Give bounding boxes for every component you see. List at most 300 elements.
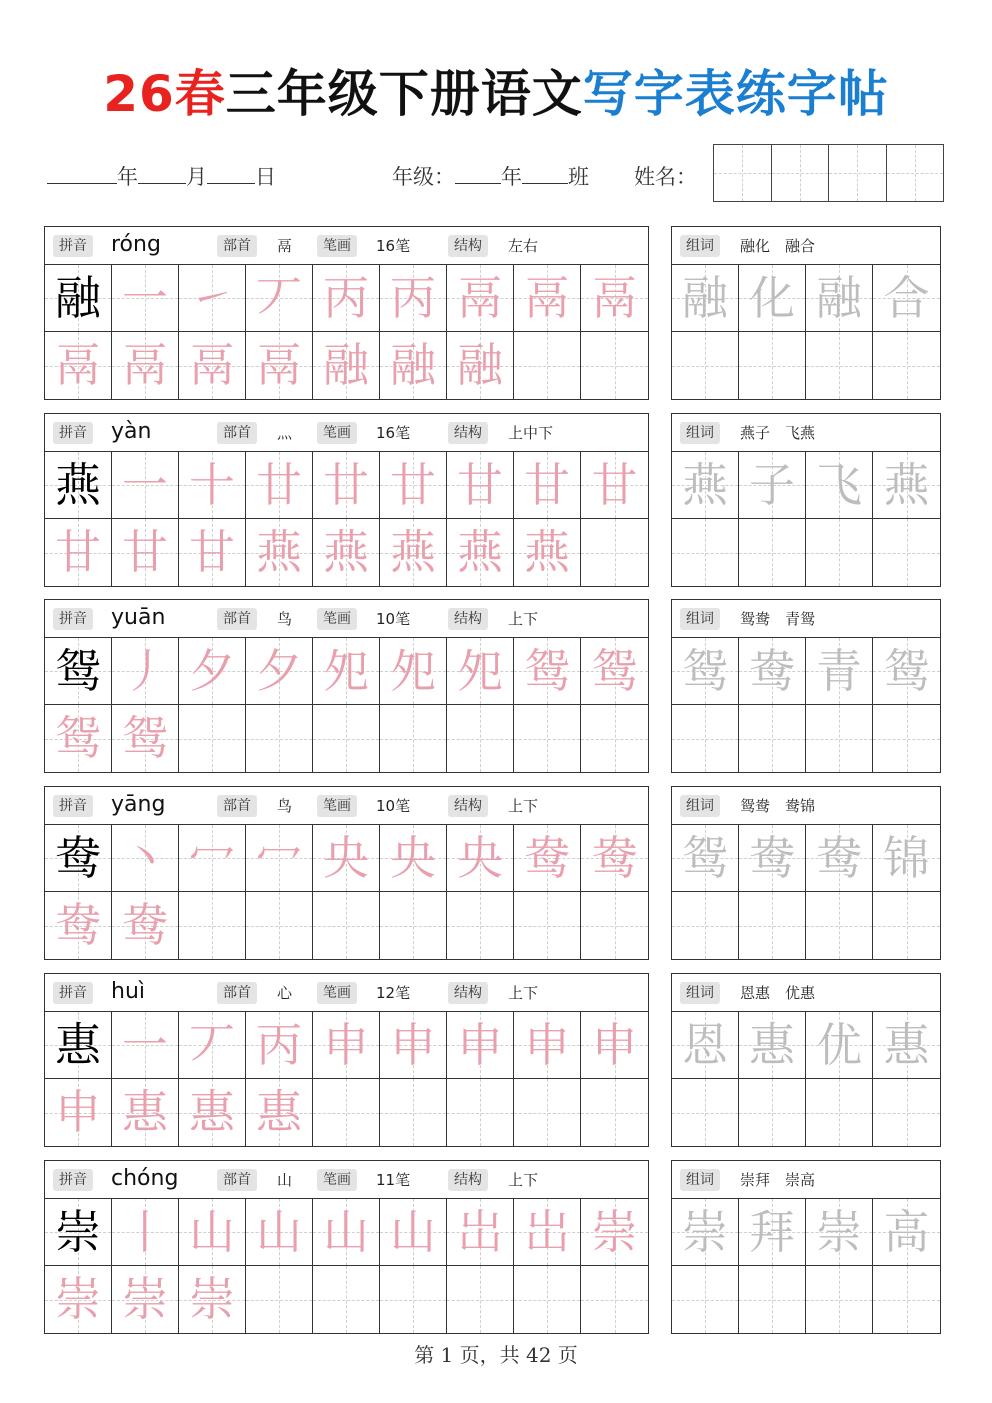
pinyin-value: róng — [111, 232, 161, 257]
practice-cell[interactable] — [246, 519, 313, 586]
stroke-order-step: 崇 — [55, 1272, 101, 1326]
practice-cell[interactable] — [112, 452, 179, 519]
word-cell[interactable] — [806, 825, 873, 892]
practice-cell[interactable] — [246, 332, 313, 399]
practice-cell[interactable] — [514, 519, 581, 586]
words-value: 鸳鸯 鸯锦 — [740, 797, 816, 815]
practice-cell[interactable] — [246, 452, 313, 519]
practice-cell[interactable] — [514, 1012, 581, 1079]
practice-cell[interactable] — [380, 705, 447, 772]
practice-cell[interactable] — [45, 519, 112, 586]
practice-cell[interactable] — [581, 265, 648, 332]
practice-cell[interactable] — [447, 332, 514, 399]
word-cell[interactable] — [806, 892, 873, 959]
practice-cell[interactable] — [380, 825, 447, 892]
practice-cell[interactable] — [581, 452, 648, 519]
practice-cell[interactable] — [514, 705, 581, 772]
practice-cell[interactable] — [179, 638, 246, 705]
pinyin-value: yuān — [111, 605, 166, 630]
stroke-order-step: 惠 — [122, 1085, 168, 1139]
practice-cell[interactable] — [447, 892, 514, 959]
strokes-value: 10笔 — [376, 797, 411, 815]
practice-cell[interactable] — [112, 705, 179, 772]
strokes-value: 16笔 — [376, 237, 411, 255]
word-cell[interactable] — [672, 1266, 739, 1333]
practice-cell[interactable] — [380, 519, 447, 586]
word-cell[interactable] — [873, 705, 940, 772]
word-grid — [672, 265, 940, 399]
practice-cell[interactable] — [514, 265, 581, 332]
word-cell[interactable] — [739, 1199, 806, 1266]
word-cell[interactable] — [806, 1079, 873, 1146]
name-grid[interactable] — [713, 144, 944, 202]
stroke-order-step: 申 — [55, 1085, 101, 1139]
practice-cell[interactable] — [447, 1199, 514, 1266]
word-cell[interactable] — [873, 332, 940, 399]
char-practice-block — [44, 786, 649, 960]
word-cell[interactable] — [739, 825, 806, 892]
stroke-order-step: 鸯 — [55, 898, 101, 952]
practice-cell[interactable] — [112, 825, 179, 892]
char-practice-block — [44, 599, 649, 773]
stroke-order-step: 申 — [457, 1018, 503, 1072]
stroke-order-step: 廿 — [256, 458, 302, 512]
practice-cell[interactable] — [380, 332, 447, 399]
stroke-order-step: 鸳 — [122, 711, 168, 765]
stroke-order-step: 冖 — [189, 831, 235, 885]
word-trace-char: 子 — [749, 458, 795, 512]
word-cell[interactable] — [873, 638, 940, 705]
structure-tag: 结构 — [448, 1169, 488, 1191]
practice-cell[interactable] — [447, 1012, 514, 1079]
practice-cell[interactable] — [112, 1266, 179, 1333]
pinyin-value: huì — [111, 979, 145, 1004]
practice-grid — [45, 265, 648, 399]
radical-tag: 部首 — [217, 795, 257, 817]
stroke-order-step: 甘 — [591, 458, 638, 512]
practice-cell[interactable] — [447, 452, 514, 519]
practice-cell[interactable] — [581, 705, 648, 772]
word-trace-char: 惠 — [883, 1018, 930, 1072]
practice-cell[interactable] — [313, 705, 380, 772]
practice-cell[interactable] — [313, 452, 380, 519]
structure-value: 左右 — [508, 237, 539, 255]
words-header — [672, 1161, 940, 1199]
practice-cell[interactable] — [112, 1199, 179, 1266]
practice-cell[interactable] — [45, 825, 112, 892]
words-header — [672, 227, 940, 265]
practice-cell[interactable] — [380, 1012, 447, 1079]
date-year-blank[interactable] — [47, 160, 117, 184]
word-cell[interactable] — [672, 452, 739, 519]
stroke-order-step: 鸯 — [524, 831, 570, 885]
practice-cell[interactable] — [112, 265, 179, 332]
word-trace-char: 化 — [749, 271, 795, 325]
practice-cell[interactable] — [514, 638, 581, 705]
practice-cell[interactable] — [313, 265, 380, 332]
practice-cell[interactable] — [313, 825, 380, 892]
practice-cell[interactable] — [246, 1012, 313, 1079]
word-cell[interactable] — [672, 519, 739, 586]
practice-cell[interactable] — [313, 892, 380, 959]
stroke-order-step: 甘 — [122, 525, 168, 579]
stroke-order-step: 丆 — [189, 1018, 235, 1072]
char-practice-block — [44, 226, 649, 400]
practice-cell[interactable] — [581, 1079, 648, 1146]
practice-cell[interactable] — [313, 1266, 380, 1333]
practice-cell[interactable] — [45, 332, 112, 399]
name-cell[interactable] — [772, 145, 830, 201]
model-char: 惠 — [55, 1018, 101, 1072]
word-cell[interactable] — [739, 519, 806, 586]
practice-cell[interactable] — [447, 1079, 514, 1146]
model-char: 鸳 — [55, 644, 101, 698]
stroke-order-step: 山 — [323, 1205, 369, 1259]
practice-cell[interactable] — [380, 1079, 447, 1146]
radical-value: 灬 — [277, 424, 293, 442]
word-cell[interactable] — [739, 332, 806, 399]
pinyin-tag: 拼音 — [53, 422, 93, 444]
stroke-order-step: 鸳 — [524, 644, 570, 698]
practice-cell[interactable] — [179, 1199, 246, 1266]
practice-cell[interactable] — [246, 1199, 313, 1266]
date-day-blank[interactable] — [207, 160, 255, 184]
practice-cell[interactable] — [447, 1266, 514, 1333]
word-cell[interactable] — [672, 1079, 739, 1146]
word-cell[interactable] — [806, 1199, 873, 1266]
strokes-value: 11笔 — [376, 1171, 411, 1189]
stroke-order-step: 十 — [189, 458, 235, 512]
char-info-header — [45, 227, 648, 265]
strokes-value: 16笔 — [376, 424, 411, 442]
stroke-order-step: 一 — [122, 458, 168, 512]
practice-cell[interactable] — [581, 1012, 648, 1079]
word-trace-char: 拜 — [749, 1205, 795, 1259]
word-grid — [672, 1199, 940, 1333]
practice-cell[interactable] — [179, 1012, 246, 1079]
practice-cell[interactable] — [45, 638, 112, 705]
radical-value: 鬲 — [277, 237, 293, 255]
stroke-order-step: 申 — [591, 1018, 638, 1072]
date-fields: 年 月 日 — [47, 160, 276, 194]
word-cell[interactable] — [873, 1012, 940, 1079]
practice-grid — [45, 452, 648, 586]
structure-value: 上中下 — [508, 424, 554, 442]
pinyin-tag: 拼音 — [53, 1169, 93, 1191]
practice-cell[interactable] — [581, 638, 648, 705]
words-header — [672, 414, 940, 452]
practice-cell[interactable] — [581, 1199, 648, 1266]
practice-cell[interactable] — [45, 452, 112, 519]
word-cell[interactable] — [806, 638, 873, 705]
practice-cell[interactable] — [313, 519, 380, 586]
word-cell[interactable] — [672, 705, 739, 772]
word-cell[interactable] — [806, 332, 873, 399]
word-trace-char: 崇 — [816, 1205, 862, 1259]
model-char: 燕 — [55, 458, 101, 512]
word-cell[interactable] — [739, 892, 806, 959]
structure-value: 上下 — [508, 1171, 539, 1189]
stroke-order-step: 廿 — [323, 458, 369, 512]
practice-cell[interactable] — [380, 892, 447, 959]
name-label: 姓名： — [634, 165, 697, 189]
practice-cell[interactable] — [581, 519, 648, 586]
structure-tag: 结构 — [448, 982, 488, 1004]
title-type: 写字表练字帖 — [582, 65, 889, 123]
word-cell[interactable] — [873, 265, 940, 332]
practice-cell[interactable] — [581, 825, 648, 892]
radical-tag: 部首 — [217, 982, 257, 1004]
word-cell[interactable] — [739, 452, 806, 519]
practice-cell[interactable] — [45, 265, 112, 332]
practice-cell[interactable] — [112, 332, 179, 399]
practice-grid — [45, 825, 648, 959]
word-cell[interactable] — [873, 1199, 940, 1266]
practice-cell[interactable] — [514, 452, 581, 519]
word-trace-char: 鸯 — [749, 644, 795, 698]
practice-cell[interactable] — [179, 1079, 246, 1146]
stroke-order-step: 夗 — [390, 644, 436, 698]
practice-cell[interactable] — [447, 705, 514, 772]
structure-value: 上下 — [508, 797, 539, 815]
stroke-order-step: 一 — [122, 271, 168, 325]
practice-cell[interactable] — [246, 825, 313, 892]
stroke-order-step: 山 — [390, 1205, 436, 1259]
words-header — [672, 600, 940, 638]
word-cell[interactable] — [739, 1266, 806, 1333]
radical-value: 山 — [277, 1171, 293, 1189]
word-cell[interactable] — [806, 519, 873, 586]
word-cell[interactable] — [806, 1012, 873, 1079]
word-cell[interactable] — [873, 825, 940, 892]
words-tag: 组词 — [680, 235, 720, 257]
word-cell[interactable] — [739, 638, 806, 705]
pinyin-value: yàn — [111, 419, 152, 444]
char-practice-block — [44, 1160, 649, 1334]
word-cell[interactable] — [873, 519, 940, 586]
word-trace-char: 优 — [816, 1018, 862, 1072]
pinyin-tag: 拼音 — [53, 235, 93, 257]
stroke-order-step: 甘 — [524, 458, 570, 512]
practice-cell[interactable] — [313, 1012, 380, 1079]
word-trace-char: 融 — [816, 271, 862, 325]
practice-cell[interactable] — [514, 332, 581, 399]
practice-cell[interactable] — [313, 1079, 380, 1146]
word-cell[interactable] — [806, 705, 873, 772]
name-cell[interactable] — [887, 145, 944, 201]
word-trace-char: 青 — [816, 644, 862, 698]
word-trace-char: 惠 — [749, 1018, 795, 1072]
word-cell[interactable] — [873, 1079, 940, 1146]
practice-cell[interactable] — [313, 638, 380, 705]
name-cell[interactable] — [829, 145, 887, 201]
practice-cell[interactable] — [313, 332, 380, 399]
pinyin-value: yāng — [111, 792, 166, 817]
practice-cell[interactable] — [380, 1199, 447, 1266]
char-info-header — [45, 974, 648, 1012]
stroke-order-step: 丙 — [323, 271, 369, 325]
practice-cell[interactable] — [447, 265, 514, 332]
words-value: 融化 融合 — [740, 237, 816, 255]
date-month-blank[interactable] — [138, 160, 186, 184]
stroke-order-step: 鬲 — [524, 271, 570, 325]
char-info-header — [45, 600, 648, 638]
char-info-header — [45, 787, 648, 825]
word-cell[interactable] — [806, 265, 873, 332]
practice-cell[interactable] — [380, 638, 447, 705]
model-char: 崇 — [55, 1205, 101, 1259]
practice-cell[interactable] — [179, 705, 246, 772]
stroke-order-step: 燕 — [457, 525, 503, 579]
word-grid — [672, 825, 940, 959]
stroke-order-step: 鬲 — [55, 338, 101, 392]
practice-cell[interactable] — [45, 705, 112, 772]
word-cell[interactable] — [873, 1266, 940, 1333]
stroke-order-step: 惠 — [256, 1085, 302, 1139]
practice-cell[interactable] — [112, 892, 179, 959]
structure-tag: 结构 — [448, 608, 488, 630]
practice-cell[interactable] — [514, 1266, 581, 1333]
practice-cell[interactable] — [514, 1079, 581, 1146]
practice-cell[interactable] — [313, 1199, 380, 1266]
practice-cell[interactable] — [179, 1266, 246, 1333]
words-header — [672, 787, 940, 825]
word-cell[interactable] — [739, 705, 806, 772]
stroke-order-step: 甘 — [55, 525, 101, 579]
radical-value: 鸟 — [277, 610, 293, 628]
stroke-order-step: 鬲 — [122, 338, 168, 392]
word-practice-block — [671, 599, 941, 773]
practice-cell[interactable] — [380, 452, 447, 519]
name-cell[interactable] — [714, 145, 772, 201]
practice-cell[interactable] — [581, 332, 648, 399]
practice-cell[interactable] — [112, 1079, 179, 1146]
practice-cell[interactable] — [581, 1266, 648, 1333]
practice-cell[interactable] — [112, 638, 179, 705]
practice-cell[interactable] — [179, 892, 246, 959]
practice-cell[interactable] — [45, 1266, 112, 1333]
strokes-tag: 笔画 — [317, 235, 357, 257]
word-practice-block — [671, 786, 941, 960]
stroke-order-step: 山 — [189, 1205, 235, 1259]
stroke-order-step: 燕 — [390, 525, 436, 579]
word-cell[interactable] — [672, 892, 739, 959]
stroke-order-step: 鬲 — [256, 338, 302, 392]
word-practice-block — [671, 226, 941, 400]
word-cell[interactable] — [672, 638, 739, 705]
word-grid — [672, 1012, 940, 1146]
practice-cell[interactable] — [447, 825, 514, 892]
practice-cell[interactable] — [45, 1199, 112, 1266]
word-cell[interactable] — [739, 1012, 806, 1079]
words-value: 鸳鸯 青鸳 — [740, 610, 816, 628]
word-trace-char: 鸯 — [749, 831, 795, 885]
stroke-order-step: 鬲 — [189, 338, 235, 392]
stroke-order-step: 夕 — [189, 644, 235, 698]
word-cell[interactable] — [672, 825, 739, 892]
title-year: 26春 — [103, 65, 226, 123]
word-cell[interactable] — [873, 452, 940, 519]
stroke-order-step: 鬲 — [591, 271, 638, 325]
stroke-order-step: 山 — [256, 1205, 302, 1259]
words-tag: 组词 — [680, 795, 720, 817]
word-cell[interactable] — [739, 265, 806, 332]
practice-cell[interactable] — [179, 265, 246, 332]
practice-cell[interactable] — [45, 1079, 112, 1146]
practice-cell[interactable] — [514, 1199, 581, 1266]
stroke-order-step: 申 — [524, 1018, 570, 1072]
practice-cell[interactable] — [246, 1266, 313, 1333]
word-cell[interactable] — [739, 1079, 806, 1146]
word-cell[interactable] — [806, 1266, 873, 1333]
word-cell[interactable] — [672, 1012, 739, 1079]
stroke-order-step: 丙 — [256, 1018, 302, 1072]
practice-cell[interactable] — [447, 519, 514, 586]
practice-cell[interactable] — [380, 265, 447, 332]
stroke-order-step: 丨 — [122, 1205, 168, 1259]
word-cell[interactable] — [873, 892, 940, 959]
word-cell[interactable] — [806, 452, 873, 519]
grade-class-blank[interactable] — [522, 160, 568, 184]
practice-cell[interactable] — [246, 1079, 313, 1146]
practice-cell[interactable] — [112, 1012, 179, 1079]
practice-cell[interactable] — [179, 519, 246, 586]
practice-cell[interactable] — [246, 892, 313, 959]
stroke-order-step: 鸳 — [55, 711, 101, 765]
stroke-order-step: 融 — [323, 338, 369, 392]
page-title — [0, 62, 992, 126]
stroke-order-step: 廿 — [390, 458, 436, 512]
word-trace-char: 鸳 — [682, 644, 728, 698]
word-trace-char: 飞 — [816, 458, 862, 512]
practice-cell[interactable] — [246, 265, 313, 332]
stroke-order-step: 申 — [390, 1018, 436, 1072]
stroke-order-step: 鸯 — [122, 898, 168, 952]
grade-year-blank[interactable] — [455, 160, 501, 184]
stroke-order-step: 融 — [457, 338, 503, 392]
structure-value: 上下 — [508, 610, 539, 628]
words-tag: 组词 — [680, 1169, 720, 1191]
practice-cell[interactable] — [514, 825, 581, 892]
word-cell[interactable] — [672, 1199, 739, 1266]
char-info-header — [45, 414, 648, 452]
practice-cell[interactable] — [581, 892, 648, 959]
pinyin-tag: 拼音 — [53, 608, 93, 630]
practice-cell[interactable] — [179, 452, 246, 519]
words-value: 燕子 飞燕 — [740, 424, 816, 442]
practice-cell[interactable] — [447, 638, 514, 705]
practice-grid — [45, 638, 648, 772]
word-cell[interactable] — [672, 265, 739, 332]
practice-cell[interactable] — [45, 1012, 112, 1079]
practice-cell[interactable] — [45, 892, 112, 959]
practice-cell[interactable] — [179, 332, 246, 399]
word-trace-char: 鸳 — [682, 831, 728, 885]
word-cell[interactable] — [672, 332, 739, 399]
strokes-tag: 笔画 — [317, 608, 357, 630]
practice-cell[interactable] — [514, 892, 581, 959]
practice-cell[interactable] — [246, 705, 313, 772]
word-practice-block — [671, 1160, 941, 1334]
stroke-order-step: 夗 — [323, 644, 369, 698]
word-trace-char: 崇 — [682, 1205, 728, 1259]
practice-cell[interactable] — [179, 825, 246, 892]
stroke-order-step: ㇀ — [189, 271, 235, 325]
practice-cell[interactable] — [380, 1266, 447, 1333]
stroke-order-step: 夗 — [457, 644, 503, 698]
practice-cell[interactable] — [112, 519, 179, 586]
practice-cell[interactable] — [246, 638, 313, 705]
